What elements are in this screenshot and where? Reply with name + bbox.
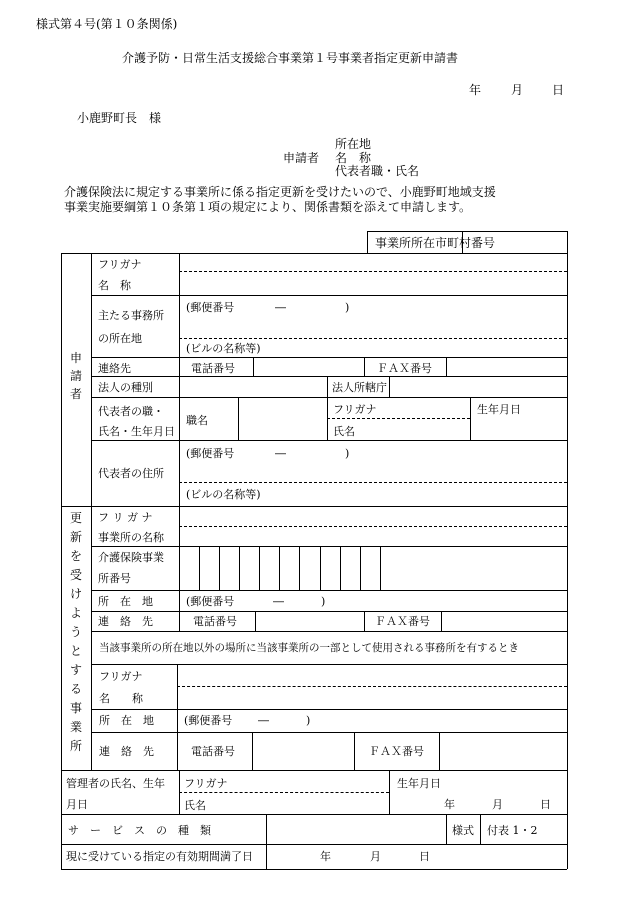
sec1-rep-info-label: 氏名・生年月日 — [98, 425, 175, 438]
sec1-birth-label: 生年月日 — [477, 403, 521, 416]
date-year: 年 — [469, 83, 482, 97]
manager-birth-divider — [389, 770, 390, 814]
sec2-sub-contact-label: 連 絡 先 — [99, 745, 154, 758]
service-style-divider-l — [446, 814, 447, 844]
sec1-line — [91, 440, 567, 441]
form-number: 様式第４号(第１０条関係) — [36, 17, 178, 31]
sec2-sub-postal-label: (郵便番号 — [184, 714, 233, 727]
sec1-side-char: 者 — [69, 387, 82, 401]
sec1-line — [91, 295, 567, 296]
sec1-postal-label: (郵便番号 — [186, 301, 235, 314]
sec1-position-label: 職名 — [186, 414, 208, 427]
table-top — [61, 253, 567, 254]
sec1-main-office-label: の所在地 — [98, 332, 142, 345]
sec2-digit-cell — [380, 546, 381, 590]
sec1-postal-dash: ― — [275, 301, 286, 314]
sec1-rep-postal-dash: ― — [275, 447, 286, 460]
sec2-tel-divider — [255, 611, 256, 631]
sec2-digit-cell — [279, 546, 280, 590]
sec2-insurance-no-label: 所番号 — [98, 572, 131, 585]
sec2-fax-divider-l — [364, 611, 365, 631]
manager-furigana-label: フリガナ — [184, 777, 228, 790]
table-left — [61, 253, 62, 869]
sec1-rep-furigana-label: フリガナ — [333, 403, 377, 416]
sec2-side-char: 業 — [69, 720, 82, 734]
sec1-main-office-label: 主たる事務所 — [98, 309, 164, 322]
sec1-rep-address-label: 代表者の住所 — [98, 467, 164, 480]
sec1-corp-type-label: 法人の種別 — [98, 381, 153, 394]
sec2-digit-cell — [360, 546, 361, 590]
date-day: 日 — [552, 83, 565, 97]
sec1-position-divider — [238, 397, 239, 440]
sec2-side-char: 新 — [69, 530, 82, 544]
sec1-address-dash — [179, 338, 567, 339]
sec1-rep-address-dash — [179, 482, 567, 483]
applicant-rep-label: 代表者職・氏名 — [335, 164, 420, 178]
service-divider — [266, 814, 267, 869]
sec2-sub-label-divider — [177, 664, 178, 770]
sec2-postal-close: ) — [321, 595, 326, 608]
sec2-office-name-label: 事業所の名称 — [98, 531, 164, 544]
sec1-line — [91, 397, 567, 398]
sec1-side-label — [69, 352, 83, 400]
sec1-corp-office-label: 法人所轄庁 — [332, 381, 387, 394]
sec2-line — [91, 709, 567, 710]
sec1-rep-postal-label: (郵便番号 — [186, 447, 235, 460]
sec2-side-char: よ — [69, 606, 82, 620]
sec1-corp-office-divider — [389, 376, 390, 397]
sec1-rep-info-label: 代表者の職・ — [98, 405, 164, 418]
sec1-building-label: (ビルの名称等) — [186, 342, 261, 355]
sec2-contact-label: 連 絡 先 — [98, 615, 153, 628]
manager-furigana-dash — [179, 792, 389, 793]
sec2-sub-postal-dash: ― — [258, 714, 269, 727]
sec2-side-label — [69, 512, 83, 752]
expiry-day: 日 — [419, 850, 430, 863]
manager-label: 管理者の氏名、生年 — [66, 777, 165, 790]
sec2-side-char: 事 — [69, 701, 82, 715]
sec2-side-char: る — [69, 682, 82, 696]
sec2-line — [91, 732, 567, 733]
sec2-label-divider — [179, 506, 180, 631]
sec2-side-char: け — [69, 587, 82, 601]
sec2-side-char: 受 — [69, 568, 82, 582]
sec1-tel-label: 電話番号 — [191, 362, 235, 375]
sec1-tel-divider — [253, 357, 254, 376]
sec2-side-char: う — [69, 625, 82, 639]
form-title: 介護予防・日常生活支援総合事業第１号事業者指定更新申請書 — [122, 51, 459, 65]
sec1-birth-divider — [470, 397, 471, 440]
applicant-address-label: 所在地 — [335, 137, 372, 151]
table-right — [567, 231, 568, 869]
sec2-digit-cell — [219, 546, 220, 590]
sec1-rep-building-label: (ビルの名称等) — [186, 488, 261, 501]
sec2-sub-postal-close: ) — [306, 714, 311, 727]
sec1-rep-name-label: 氏名 — [333, 425, 355, 438]
sec1-bottom — [61, 506, 567, 507]
sec2-side-char: と — [69, 644, 82, 658]
service-attach-label: 付表 1・2 — [487, 824, 538, 837]
sec1-label-divider — [179, 253, 180, 506]
sec2-line — [91, 664, 567, 665]
sec2-sub-fax-label: ＦＡＸ番号 — [369, 745, 424, 758]
expiry-month: 月 — [370, 850, 381, 863]
sec1-fax-divider-r — [446, 357, 447, 376]
sec2-sub-furigana-label: フリガナ — [99, 670, 143, 683]
body-text-line2: 事業実施要綱第１０条第１項の規定により、関係書類を添えて申請します。 — [64, 200, 472, 214]
expiry-year: 年 — [320, 850, 331, 863]
sec2-sub-tel-label: 電話番号 — [191, 745, 235, 758]
sec2-postal-label: (郵便番号 — [186, 595, 235, 608]
sec2-digit-cell — [259, 546, 260, 590]
manager-birth-year: 年 — [444, 798, 455, 811]
sec2-fax-divider-r — [441, 611, 442, 631]
sec2-bottom — [61, 770, 567, 771]
muni-box-top — [367, 231, 567, 232]
sec2-digit-cell — [239, 546, 240, 590]
sec1-line — [91, 357, 567, 358]
sec2-partial-note: 当該事業所の所在地以外の場所に当該事業所の一部として使用される事務所を有するとき — [99, 642, 519, 654]
sec1-postal-close: ) — [345, 301, 350, 314]
service-style-divider-r — [480, 814, 481, 844]
sec1-fax-label: ＦＡＸ番号 — [377, 362, 432, 375]
sec2-sub-fax-divider-r — [439, 732, 440, 770]
sec2-sub-tel-divider — [252, 732, 253, 770]
sec1-side-char: 申 — [69, 351, 82, 365]
sec2-line — [91, 590, 567, 591]
sec1-furigana-label: フリガナ — [98, 258, 142, 271]
applicant-label: 申請者 — [283, 151, 320, 165]
sec2-sub-fax-divider-l — [354, 732, 355, 770]
manager-birth-day: 日 — [540, 798, 551, 811]
sec1-rep-postal-close: ) — [345, 447, 350, 460]
sec2-location-label: 所 在 地 — [98, 595, 153, 608]
body-text-line1: 介護保険法に規定する事業所に係る指定更新を受けたいので、小鹿野町地域支援 — [64, 185, 496, 199]
service-style-label: 様式 — [452, 824, 474, 837]
sec2-sub-furigana-dash — [177, 686, 567, 687]
sec1-furigana-dash — [179, 271, 567, 272]
sec1-name-label: 名 称 — [98, 279, 131, 292]
sec2-furigana-dash — [179, 526, 567, 527]
sec2-digit-cell — [340, 546, 341, 590]
sec1-rep-furigana-dash — [327, 418, 470, 419]
sec2-digit-cell — [299, 546, 300, 590]
date-month: 月 — [511, 83, 524, 97]
sec2-line — [91, 546, 567, 547]
sec2-side-char: を — [69, 549, 82, 563]
sec2-furigana-label: フ リ ガ ナ — [98, 511, 153, 524]
sec2-side-char: 更 — [69, 511, 82, 525]
sec2-sub-location-label: 所 在 地 — [99, 714, 154, 727]
addressee: 小鹿野町長 様 — [77, 111, 162, 125]
sec1-corp-divider — [327, 376, 328, 440]
sec2-tel-label: 電話番号 — [193, 615, 237, 628]
applicant-name-label: 名 称 — [335, 151, 372, 165]
service-type-label: サ ー ビ ス の 種 類 — [68, 824, 211, 837]
sec1-side-char: 請 — [69, 369, 82, 383]
manager-label: 月日 — [66, 798, 88, 811]
manager-birth-label: 生年月日 — [397, 777, 441, 790]
manager-birth-month: 月 — [492, 798, 503, 811]
service-bottom — [61, 844, 567, 845]
sec2-digit-cell — [199, 546, 200, 590]
muni-box-left — [367, 231, 368, 253]
sec2-side-char: 所 — [69, 739, 82, 753]
sec2-fax-label: ＦＡＸ番号 — [375, 615, 430, 628]
sec2-sub-name-label: 名 称 — [99, 692, 143, 705]
municipality-number-label: 事業所所在市町村番号 — [375, 236, 496, 250]
sec2-digit-cell — [320, 546, 321, 590]
sec2-postal-dash: ― — [273, 595, 284, 608]
manager-name-label: 氏名 — [184, 799, 206, 812]
sec1-contact-label: 連絡先 — [98, 362, 131, 375]
table-bottom — [61, 869, 567, 870]
sec2-insurance-no-label: 介護保険事業 — [98, 551, 164, 564]
sec2-line — [91, 611, 567, 612]
sec1-fax-divider-l — [364, 357, 365, 376]
sec2-side-char: す — [69, 663, 82, 677]
sec1-side-divider — [91, 253, 92, 506]
manager-bottom — [61, 814, 567, 815]
sec1-line — [91, 376, 567, 377]
sec2-line — [91, 631, 567, 632]
expiry-label: 現に受けている指定の有効期間満了日 — [66, 850, 253, 863]
